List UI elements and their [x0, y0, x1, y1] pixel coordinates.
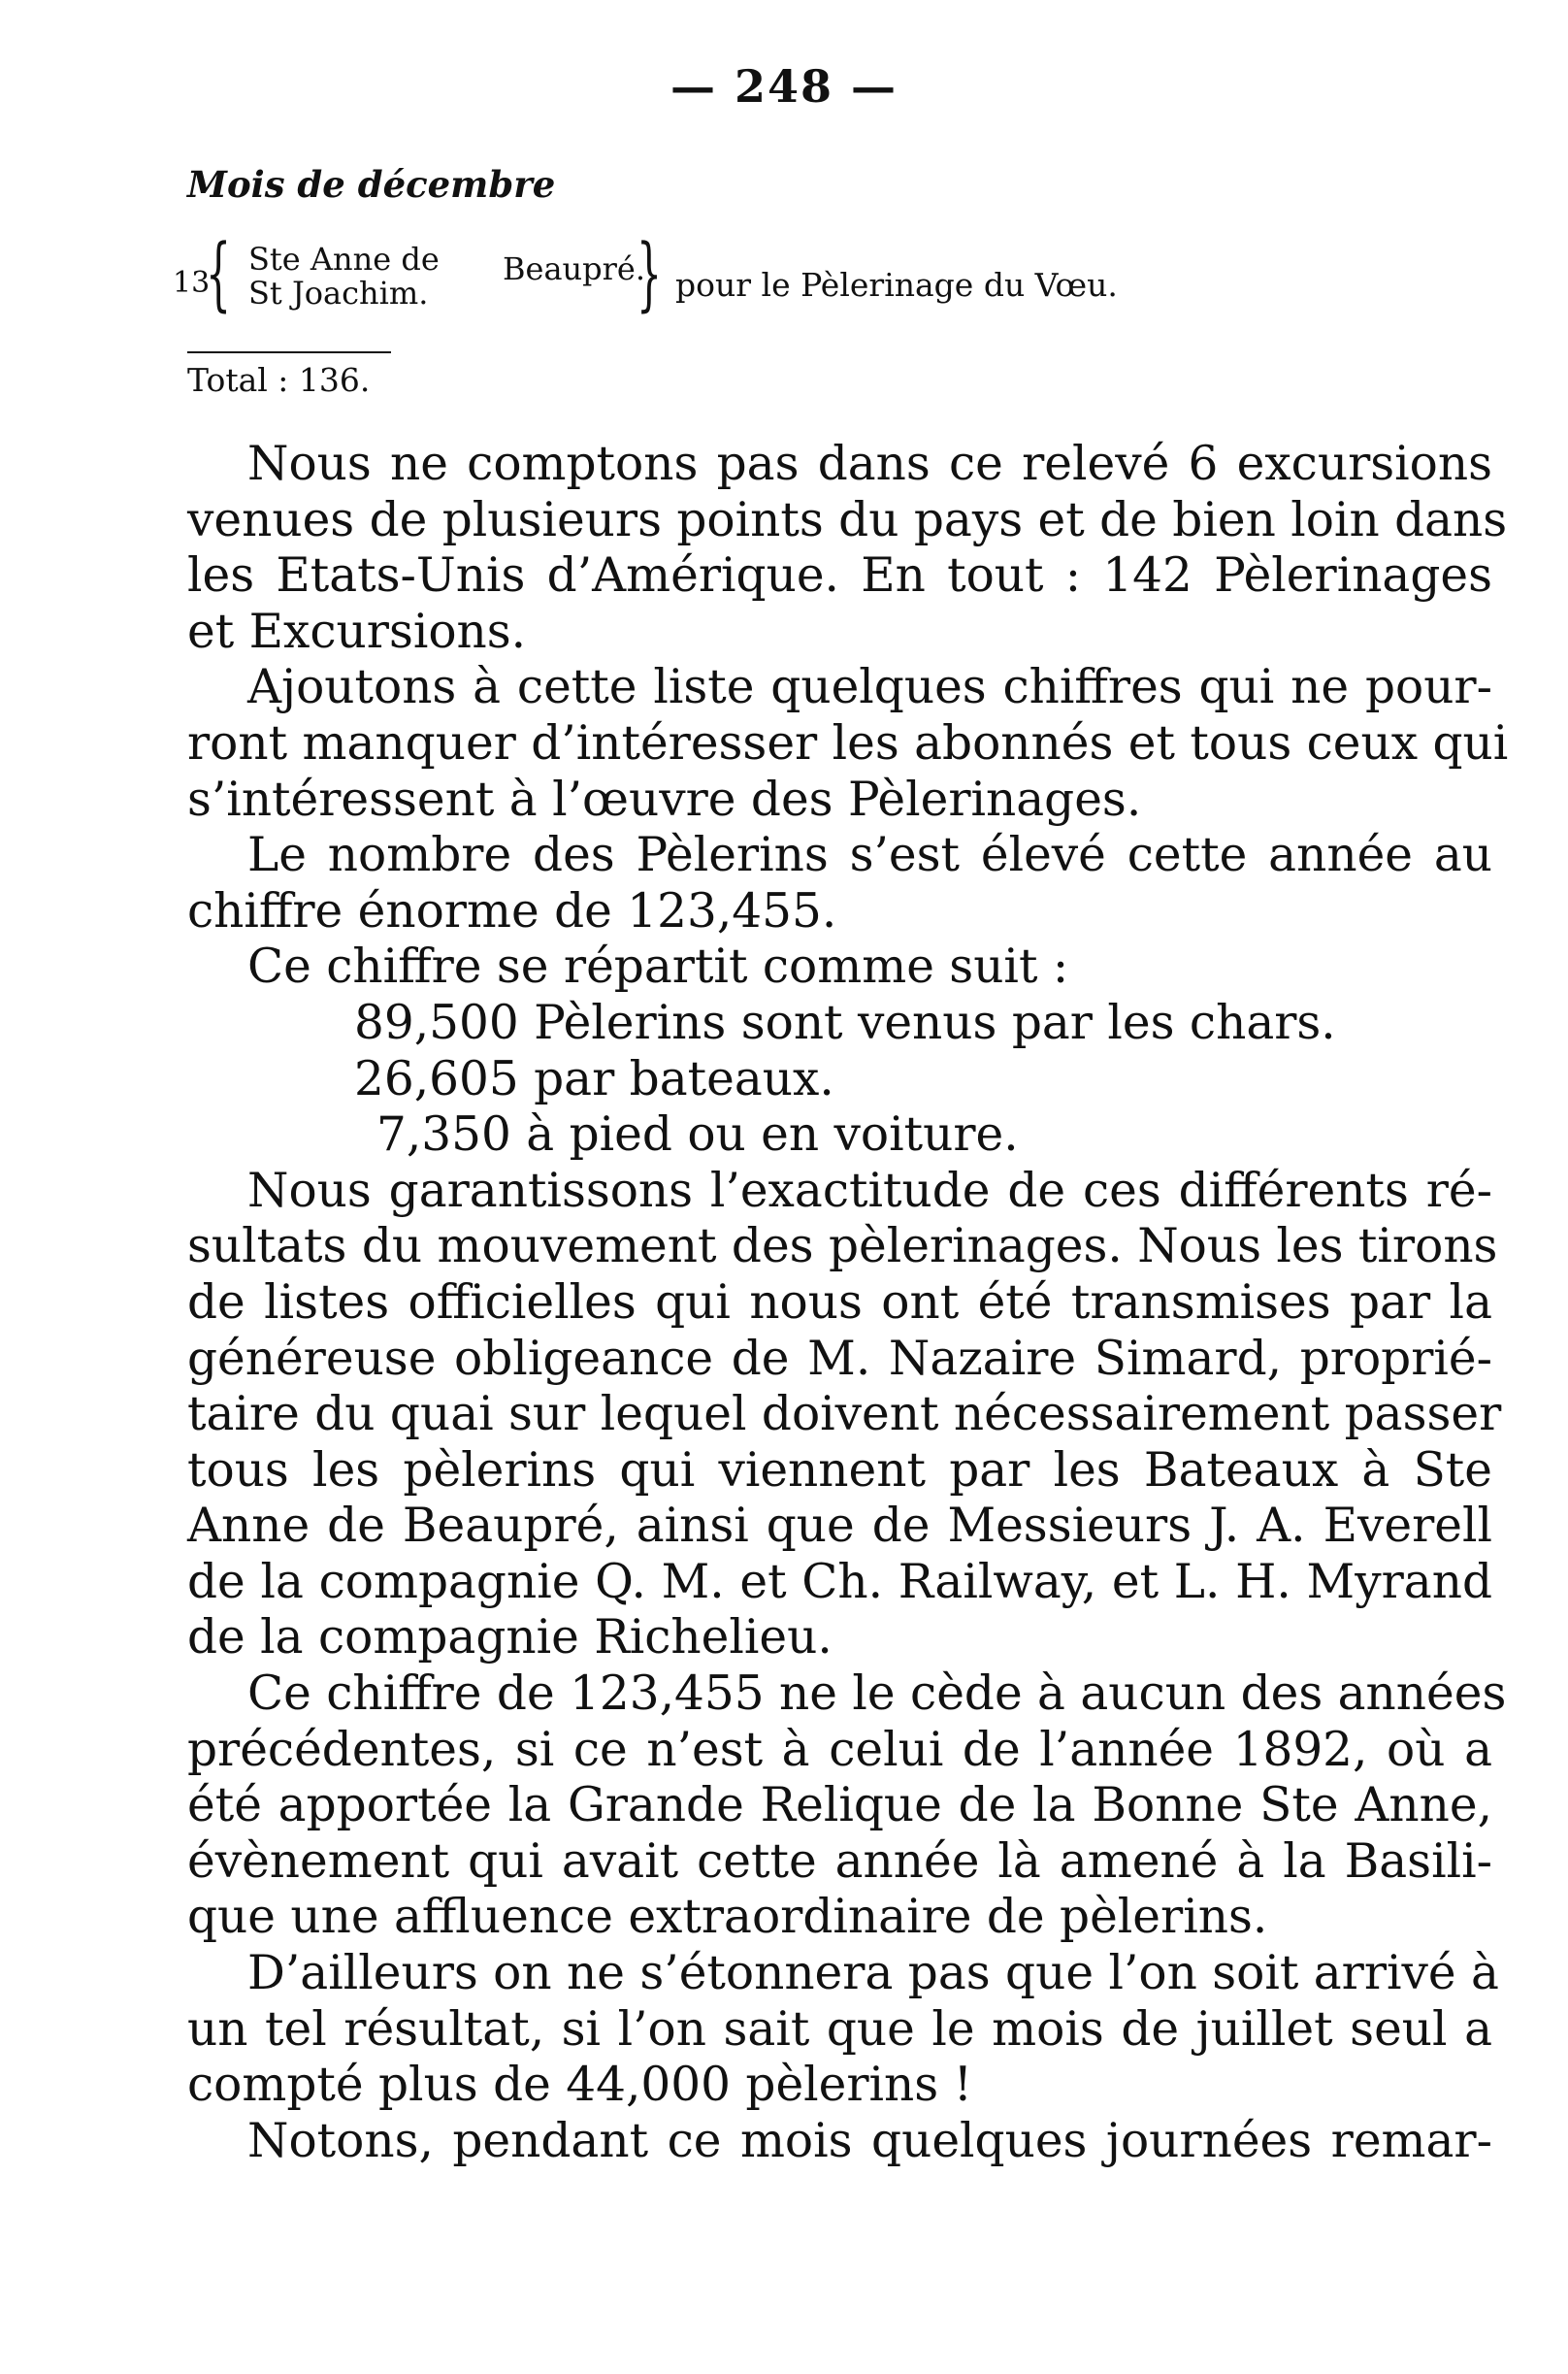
paragraph — [187, 940, 1492, 996]
text-line: venues de plusieurs points du pays et de bien loin dans — [187, 492, 1508, 547]
text-line: Notons, pendant ce mois quelques journées remar- — [247, 2113, 1492, 2168]
figure-line-bateaux: 26,605 par bateaux. — [354, 1051, 834, 1106]
total-line: Total : 136. — [187, 361, 371, 399]
text-line: chiffre énorme de 123,455. — [187, 883, 837, 939]
divider — [187, 351, 391, 353]
text-line: de listes officielles qui nous ont été transmises par la — [187, 1274, 1492, 1330]
text-line: un tel résultat, si l’on sait que le mois de juillet seul a — [187, 2001, 1492, 2057]
figures-list — [187, 996, 1492, 1164]
paragraph — [187, 660, 1509, 828]
paragraph — [187, 1666, 1507, 1946]
paragraph — [187, 2114, 1492, 2170]
text-line: de la compagnie Q. M. et Ch. Railway, et L. H. Myrand — [187, 1554, 1492, 1609]
entry-name-1: Ste Anne de — [248, 241, 440, 278]
text-line: sultats du mouvement des pèlerinages. Nous les tirons — [187, 1219, 1498, 1274]
paragraph — [187, 828, 1492, 940]
pilgrimage-entry — [173, 228, 1434, 320]
page-number: — 248 — — [670, 60, 898, 113]
text-line: Anne de Beaupré, ainsi que de Messieurs J. A. Everell — [187, 1499, 1492, 1554]
entry-name-2: St Joachim. — [248, 275, 429, 312]
paragraph — [187, 1163, 1502, 1666]
text-line: Le nombre des Pèlerins s’est élevé cette année au — [247, 828, 1492, 883]
text-line: Ce chiffre de 123,455 ne le cède à aucun des années — [247, 1666, 1507, 1722]
text-line: Nous garantissons l’exactitude de ces différents ré- — [247, 1163, 1492, 1218]
text-line: été apportée la Grande Relique de la Bonne Ste Anne, — [187, 1778, 1492, 1833]
text-line: compté plus de 44,000 pèlerins ! — [187, 2058, 973, 2113]
figure-line-chars: 89,500 Pèlerins sont venus par les chars. — [354, 995, 1336, 1050]
text-line: s’intéressent à l’œuvre des Pèlerinages. — [187, 772, 1142, 827]
text-line: Ajoutons à cette liste quelques chiffres qui ne pour- — [247, 660, 1492, 715]
entry-names — [248, 243, 440, 311]
text-line: D’ailleurs on ne s’étonnera pas que l’on soit arrivé à — [247, 1946, 1499, 2001]
text-line: évènement qui avait cette année là amené à la Basili- — [187, 1833, 1492, 1889]
text-line: les Etats-Unis d’Amérique. En tout : 142 Pèlerinages — [187, 548, 1492, 604]
text-line: généreuse obligeance de M. Nazaire Simard, proprié- — [187, 1331, 1492, 1386]
body-text — [187, 437, 1509, 2169]
text-line: ront manquer d’intéresser les abonnés et tous ceux qui — [187, 715, 1509, 771]
right-brace-icon: } — [637, 228, 663, 320]
entry-day: 13 — [173, 266, 211, 300]
month-heading: Mois de décembre — [187, 163, 556, 206]
figure-line-pied: 7,350 à pied ou en voiture. — [376, 1107, 1019, 1163]
paragraph — [187, 437, 1508, 660]
paragraph — [187, 1946, 1499, 2114]
text-line: et Excursions. — [187, 604, 527, 659]
text-line: Ce chiffre se répartit comme suit : — [247, 940, 1069, 995]
text-line: tous les pèlerins qui viennent par les Bateaux à Ste — [187, 1442, 1492, 1498]
text-line: de la compagnie Richelieu. — [187, 1610, 833, 1665]
entry-purpose: pour le Pèlerinage du Vœu. — [675, 266, 1118, 304]
text-line: précédentes, si ce n’est à celui de l’année 1892, où a — [187, 1722, 1492, 1777]
text-line: Nous ne comptons pas dans ce relevé 6 excursions — [247, 437, 1492, 491]
left-brace-icon: { — [206, 228, 232, 320]
text-line: taire du quai sur lequel doivent nécessairement passer — [187, 1387, 1502, 1442]
entry-name-extra: Beaupré. — [503, 250, 646, 287]
text-line: que une affluence extraordinaire de pèlerins. — [187, 1890, 1268, 1945]
